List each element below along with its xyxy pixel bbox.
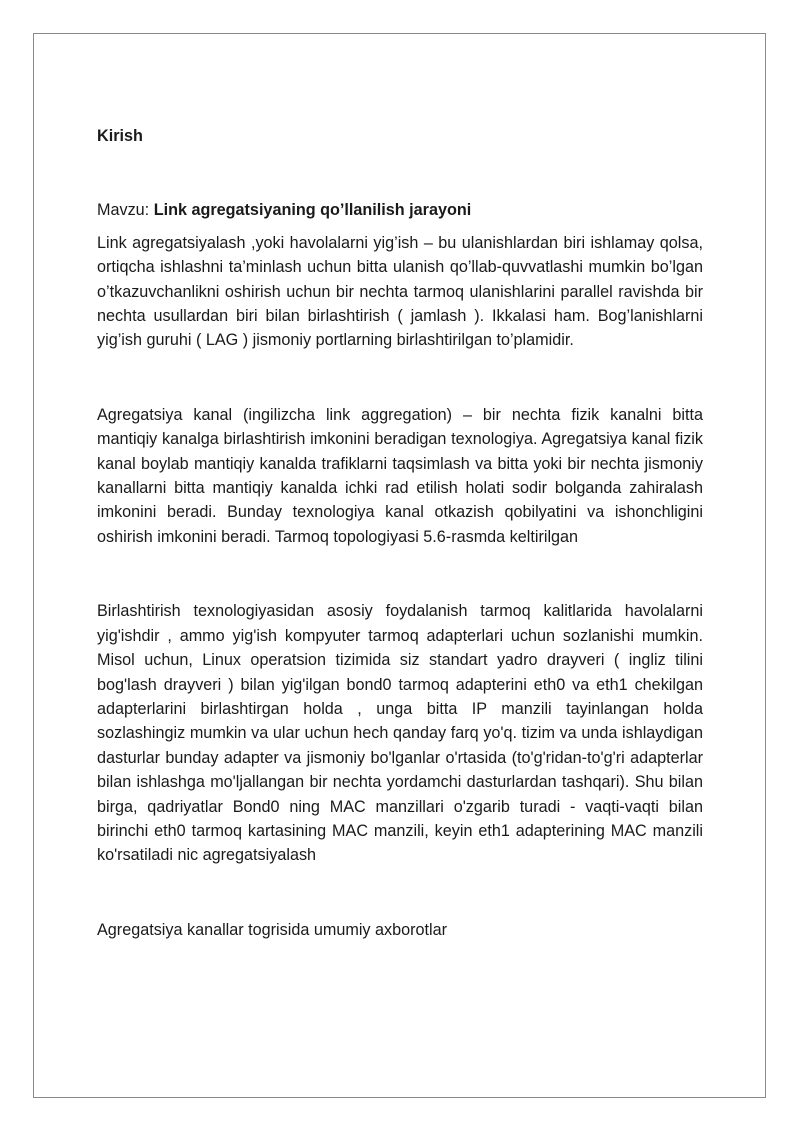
paragraph-channel-aggregation: Agregatsiya kanal (ingilizcha link aggregation) – bir nechta fizik kanalni bitta mantiqiy kanalga birlashtirish imkonini beradigan texnologiya. Agregatsiya kanal fizik kanal boylab mantiqiy kanalda trafiklarni taqsimlash va bitta yoki bir nechta jismoniy kanallarni bitta mantiqiy kanalda ichki rad etilish holati sodir bolganda zahiralash imkonini beradi. Bunday texnologiya kanal otkazish qobilyatini va ishonchligini oshirish imkonini beradi. Tarmoq topologiyasi 5.6-rasmda keltirilgan <box>97 405 703 546</box>
paragraph-bonding-usage: Birlashtirish texnologiyasidan asosiy foydalanish tarmoq kalitlarida havolalarni yig'ishdir , ammo yig'ish kompyuter tarmoq adapterlari uchun sozlanishi mumkin. Misol uchun, Linux operatsion tizimida siz standart yadro drayveri ( ingliz tilini bog'lash drayveri ) bilan yig'ilgan bond0 tarmoq adapterini eth0 va eth1 chekilgan adapterlarini birlashtirgan holda , unga bitta IP manzili tayinlangan holda sozlashingiz mumkin va ular uchun hech qanday farq yo'q. tizim va unda ishlaydigan dasturlar bunday adapter va jismoniy bo'lganlar o'rtasida (to'g'ridan-to'g'ri adapterlar bilan ishlashga mo'ljallangan bir nechta yordamchi dasturlardan tashqari). Shu bilan birga, qadriyatlar Bond0 ning MAC manzillari o'zgarib turadi - vaqti-vaqti bilan birinchi eth0 tarmoq kartasining MAC manzili, keyin eth1 adapterining MAC manzili ko'rsatiladi nic agregatsiyalash <box>97 602 703 865</box>
section-heading: Kirish <box>97 127 143 145</box>
paragraph-link-aggregation: Link agregatsiyalash ,yoki havolalarni yig’ish – bu ulanishlardan biri ishlamay qolsa, ortiqcha ishlashni ta’minlash uchun bitta ulanish qo’llab-quvvatlashi mumkin bo’lgan o’tkazuvchanlikni oshirish uchun bir nechta tarmoq ulanishlarini parallel ravishda bir nechta usullardan biri bilan birlashtirish ( jamlash ). Ikkalasi ham. Bog’lanishlarni yig’ish guruhi ( LAG ) jismoniy portlarning birlashtirilgan to’plamidir. <box>97 233 703 350</box>
topic-line <box>97 198 703 222</box>
topic-title: Link agregatsiyaning qo’llanilish jarayoni <box>153 201 472 220</box>
topic-label: Mavzu: <box>97 201 154 220</box>
document-body <box>97 124 703 942</box>
paragraph-general-info: Agregatsiya kanallar togrisida umumiy axborotlar <box>97 920 447 939</box>
